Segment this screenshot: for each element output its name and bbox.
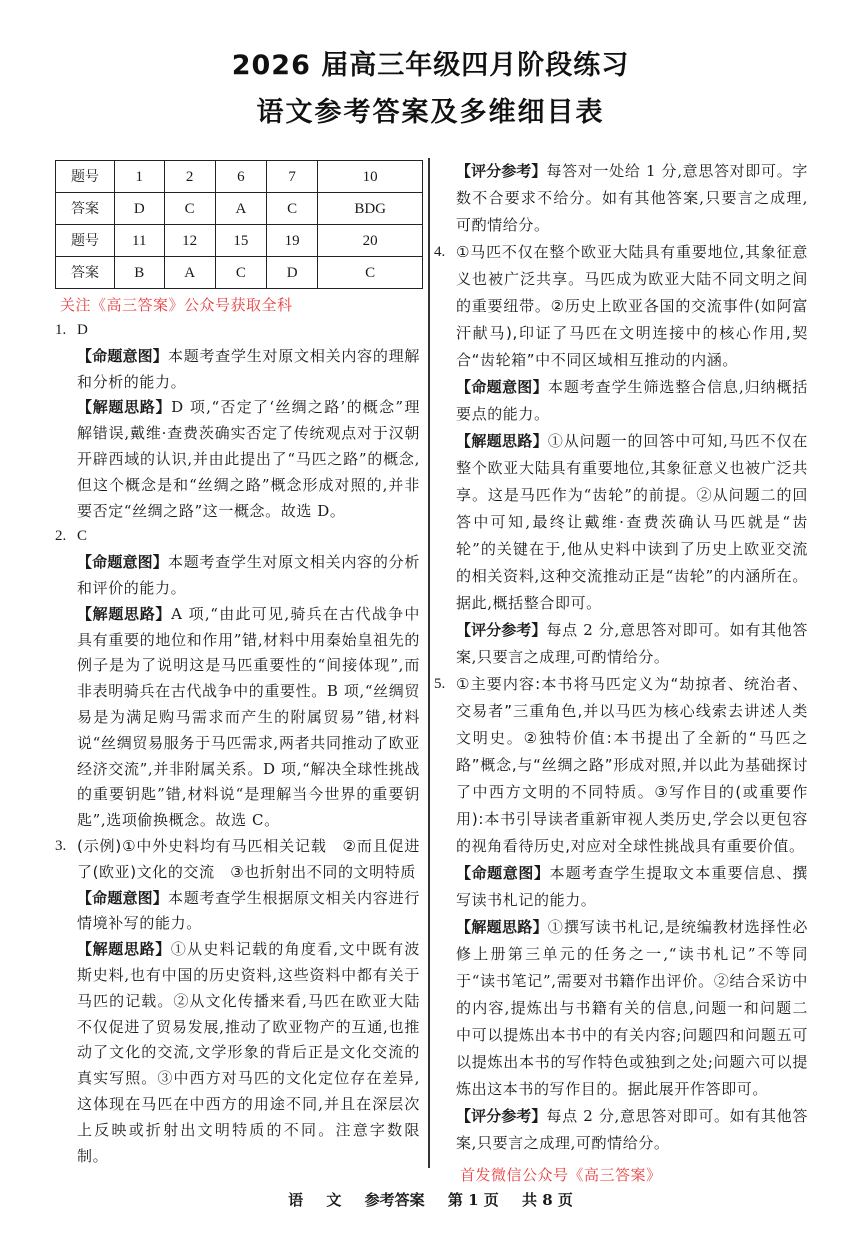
table-cell: BDG [318,193,423,225]
intent-paragraph [456,860,808,914]
question-3 [55,834,420,1169]
intent-tag: 【命题意图】 [77,888,168,907]
table-cell: C [267,193,318,225]
table-cell: 19 [267,225,318,257]
analysis-paragraph [456,914,808,1103]
right-column [436,158,808,1157]
analysis-tag: 【解题思路】 [77,940,171,959]
row-label: 答案 [56,257,115,289]
table-row [56,257,423,289]
analysis-paragraph [77,937,420,1169]
scoring-paragraph [456,1103,808,1157]
question-number: 5. [434,676,446,692]
question-number: 3. [55,837,67,854]
table-cell: 7 [267,161,318,193]
page-footer [0,1190,861,1210]
footer-total-pages: 共 8 页 [521,1191,573,1209]
intent-tag: 【命题意图】 [77,553,168,572]
question-5 [436,671,808,1157]
table-cell: C [164,193,215,225]
document-subtitle: 语文参考答案及多维细目表 [256,97,605,128]
analysis-paragraph [77,395,420,524]
footer-page-number: 第 1 页 [447,1191,499,1209]
table-cell: D [115,193,165,225]
scoring-paragraph [456,617,808,671]
scoring-paragraph [456,158,808,239]
question-2 [55,524,420,834]
analysis-text: ①从问题一的回答中可知,马匹不仅在整个欧亚大陆具有重要地位,其象征意义也被广泛共享。这是马匹作为“齿轮”的前提。②从问题二的回答中可知,最终让戴维·查费茨确认马匹就是“齿轮”的关键在于,他从史料中读到了历史上欧亚交流的相关资料,这种交流推动正是“齿轮”的内涵所在。据此,概括整合即可。 [456,432,808,612]
row-label: 题号 [56,225,115,257]
question-answer: D [77,322,88,338]
intent-paragraph [456,374,808,428]
analysis-text: ①从史料记载的角度看,文中既有波斯史料,也有中国的历史资料,这些资料中都有关于马匹的记载。②从文化传播来看,马匹在欧亚大陆不仅促进了贸易发展,推动了欧亚物产的互通,也推动了文化的交流,文学形象的背后正是文化交流的真实写照。③中西方对马匹的文化定位存在差异,这体现在马匹在中西方的用途不同,并且在深层次上反映或折射出文明特质的不同。注意字数限制。 [77,940,420,1165]
row-label: 答案 [56,193,115,225]
intent-text: 本题考查学生根据原文相关内容进行情境补写的能力。 [77,888,420,933]
question-answer: C [77,528,88,545]
intent-text: 本题考查学生对原文相关内容的分析和评价的能力。 [77,553,420,597]
table-cell: C [215,257,266,289]
question-4 [436,239,808,671]
scoring-tag: 【评分参考】 [456,621,547,639]
scoring-text: 每点 2 分,意思答对即可。如有其他答案,只要言之成理,可酌情给分。 [456,1107,808,1152]
question-answer: (示例)①中外史料均有马匹相关记载 ②而且促进了(欧亚)文化的交流 ③也折射出不同的文明特质 [77,836,420,881]
question-answer: ①主要内容:本书将马匹定义为“劫掠者、统治者、交易者”三重角色,并以马匹为核心线索去讲述人类文明史。②独特价值:本书提出了全新的“马匹之路”概念,与“丝绸之路”形成对照,并以此为基础探讨了中西方文明的不同特质。③写作目的(或重要作用):本书引导读者重新审视人类历史,学会以更包容的视角看待历史,对应对全球性挑战具有重要价值。 [456,675,808,855]
scoring-text: 每答对一处给 1 分,意思答对即可。字数不合要求不给分。如有其他答案,只要言之成理,可酌情给分。 [456,162,808,234]
table-cell: C [318,257,423,289]
intent-tag: 【命题意图】 [456,864,550,882]
scoring-tag: 【评分参考】 [456,162,547,180]
table-cell: 12 [164,225,215,257]
table-row [56,161,423,193]
analysis-paragraph [456,428,808,617]
analysis-tag: 【解题思路】 [456,918,548,936]
answer-table [55,160,423,289]
question-number: 1. [55,322,67,338]
intent-tag: 【命题意图】 [456,378,548,396]
table-cell: D [267,257,318,289]
analysis-text: A 项,“由此可见,骑兵在古代战争中具有重要的地位和作用”错,材料中用秦始皇祖先的例子是为了说明这是马匹重要性的“间接体现”,而非表明骑兵在古代战争中的重要性。B 项,“丝绸贸易是为满足购马需求而产生的附属贸易”错,材料说“丝绸贸易服务于马匹需求,两者共同推动了欧亚经济交流”,并非附属关系。D 项,“解决全球性挑战的重要钥匙”错,材料说“是理解当今世界的重要钥匙”,选项偷换概念。故选 C。 [77,604,420,830]
intent-paragraph [77,550,420,602]
analysis-paragraph [77,602,420,834]
intent-tag: 【命题意图】 [77,346,168,365]
table-cell: 2 [164,161,215,193]
intent-text: 本题考查学生对原文相关内容的理解和分析的能力。 [77,346,420,391]
table-cell: 20 [318,225,423,257]
intent-text: 本题考查学生筛选整合信息,归纳概括要点的能力。 [456,378,808,423]
footer-doc-type: 参考答案 [364,1191,425,1209]
question-number: 2. [55,528,67,545]
analysis-tag: 【解题思路】 [456,432,548,450]
table-cell: B [115,257,165,289]
question-answer: ①马匹不仅在整个欧亚大陆具有重要地位,其象征意义也被广泛共享。马匹成为欧亚大陆不同文明之间的重要纽带。②历史上欧亚各国的交流事件(如阿富汗献马),印证了马匹在文明连接中的核心作用,契合“齿轮箱”中不同区域相互推动的内涵。 [456,243,808,369]
document-title: 2026 届高三年级四月阶段练习 [231,50,630,81]
left-column [55,318,420,1169]
row-label: 题号 [56,161,115,193]
analysis-tag: 【解题思路】 [77,604,172,623]
question-1 [55,318,420,524]
table-cell: 15 [215,225,266,257]
footer-subject-2: 文 [326,1191,342,1209]
footer-subject-1: 语 [288,1191,304,1209]
table-cell: 1 [115,161,165,193]
analysis-tag: 【解题思路】 [77,398,172,417]
scoring-tag: 【评分参考】 [456,1107,547,1125]
question-3-scoring [436,158,808,239]
table-cell: A [164,257,215,289]
table-row [56,193,423,225]
intent-text: 本题考查学生提取文本重要信息、撰写读书札记的能力。 [456,864,808,909]
analysis-text: D 项,“否定了‘丝绸之路’的概念”理解错误,戴维·查费茨确实否定了传统观点对于汉朝开辟西域的认识,并由此提出了“马匹之路”的概念,但这个概念是和“丝绸之路”概念形成对照的,并非要否定“丝绸之路”这一概念。故选 D。 [77,398,420,520]
analysis-text: ①撰写读书札记,是统编教材选择性必修上册第三单元的任务之一,“读书札记”不等同于“读书笔记”,需要对书籍作出评价。②结合采访中的内容,提炼出与书籍有关的信息,问题一和问题二中可以提炼出本书中的有关内容;问题四和问题五可以提炼出本书的写作特色或独到之处;问题六可以提炼出这本书的写作目的。据此展开作答即可。 [456,918,808,1098]
table-cell: 11 [115,225,165,257]
table-row [56,225,423,257]
watermark-text: 关注《高三答案》公众号获取全科 [60,296,293,314]
watermark-text: 首发微信公众号《高三答案》 [460,1166,662,1184]
intent-paragraph [77,344,420,396]
table-cell: 6 [215,161,266,193]
question-number: 4. [434,244,446,260]
intent-paragraph [77,886,420,938]
table-cell: 10 [318,161,423,193]
table-cell: A [215,193,266,225]
column-divider [428,158,430,1168]
scoring-text: 每点 2 分,意思答对即可。如有其他答案,只要言之成理,可酌情给分。 [456,621,808,666]
